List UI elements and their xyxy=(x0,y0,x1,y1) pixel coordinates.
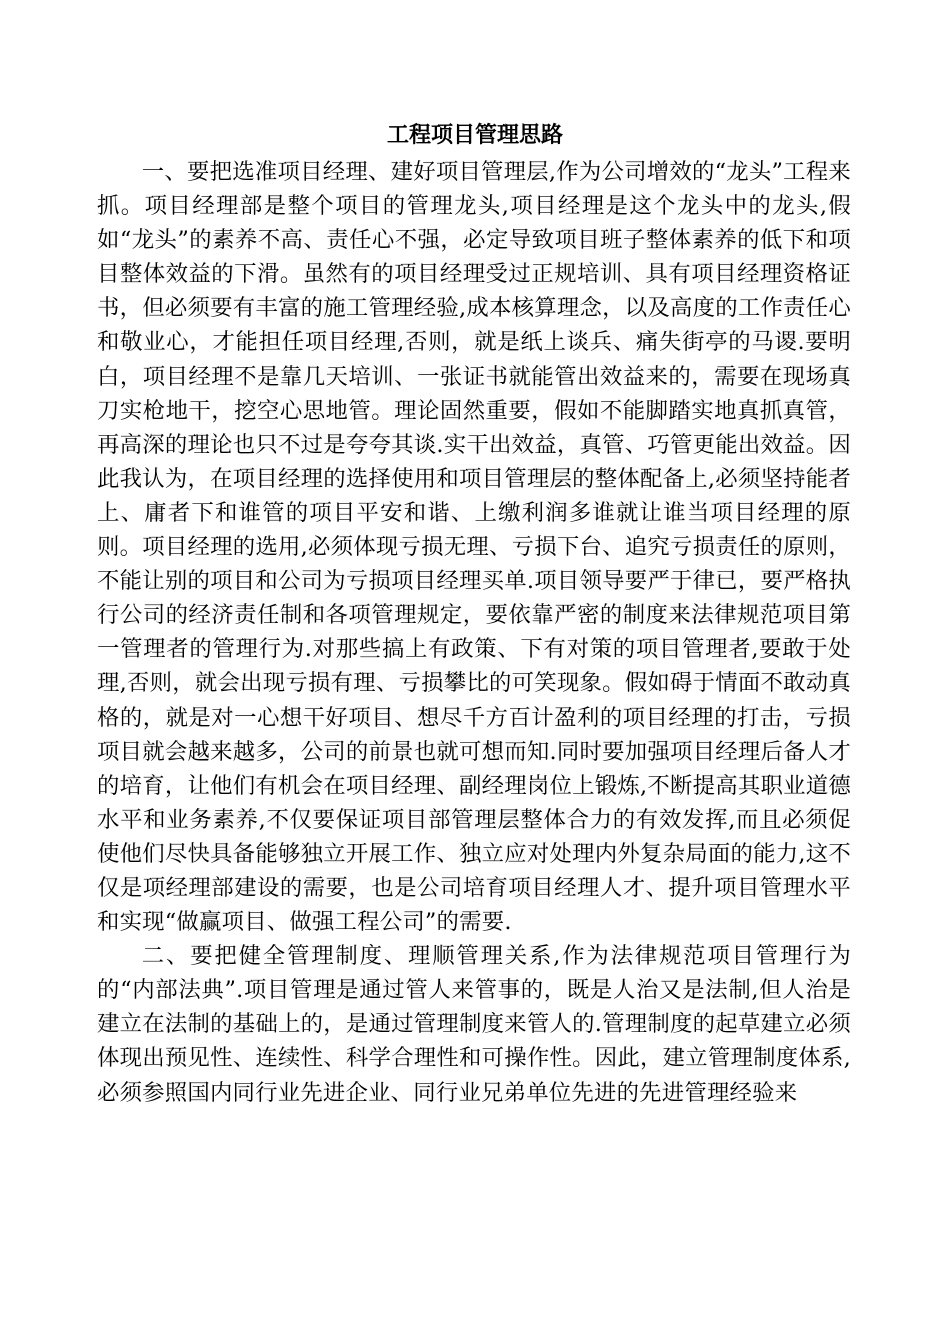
document-title: 工程项目管理思路 xyxy=(386,122,563,148)
paragraph-1: 一、要把选准项目经理、建好项目管理层,作为公司增效的“龙头”工程来抓。项目经理部是整个项目的管理龙头,项目经理是这个龙头中的龙头,假如“龙头”的素养不高、责任心不强，必定导致项目班子整体素养的低下和项目整体效益的下滑。虽然有的项目经理受过正规培训、具有项目经理资格证书，但必须要有丰富的施工管理经验,成本核算理念，以及高度的工作责任心和敬业心，才能担任项目经理,否则，就是纸上谈兵、痛失街亭的马谡.要明白，项目经理不是靠几天培训、一张证书就能管出效益来的，需要在现场真刀实枪地干，挖空心思地管。理论固然重要，假如不能脚踏实地真抓真管，再高深的理论也只不过是夸夸其谈.实干出效益，真管、巧管更能出效益。因此我认为，在项目经理的选择使用和项目管理层的整体配备上,必须坚持能者上、庸者下和谁管的项目平安和谐、上缴利润多谁就让谁当项目经理的原则。项目经理的选用,必须体现亏损无理、亏损下台、追究亏损责任的原则，不能让别的项目和公司为亏损项目经理买单.项目领导要严于律已，要严格执行公司的经济责任制和各项管理规定，要依靠严密的制度来法律规范项目第一管理者的管理行为.对那些搞上有政策、下有对策的项目管理者,要敢于处理,否则，就会出现亏损有理、亏损攀比的可笑现象。假如碍于情面不敢动真格的，就是对一心想干好项目、想尽千方百计盈利的项目经理的打击，亏损项目就会越来越多，公司的前景也就可想而知.同时要加强项目经理后备人才的培育，让他们有机会在项目经理、副经理岗位上锻炼,不断提高其职业道德水平和业务素养,不仅要保证项目部管理层整体合力的有效发挥,而且必须促使他们尽快具备能够独立开展工作、独立应对处理内外复杂局面的能力,这不仅是项经理部建设的需要，也是公司培育项目经理人才、提升项目管理水平和实现“做赢项目、做强工程公司”的需要. xyxy=(97,159,851,936)
paragraph-2: 二、要把健全管理制度、理顺管理关系,作为法律规范项目管理行为的“内部法典”.项目管理是通过管人来管事的，既是人治又是法制,但人治是建立在法制的基础上的，是通过管理制度来管人的.管理制度的起草建立必须体现出预见性、连续性、科学合理性和可操作性。因此，建立管理制度体系,必须参照国内同行业先进企业、同行业兄弟单位先进的先进管理经验来 xyxy=(97,943,851,1106)
document-body xyxy=(97,155,851,1110)
